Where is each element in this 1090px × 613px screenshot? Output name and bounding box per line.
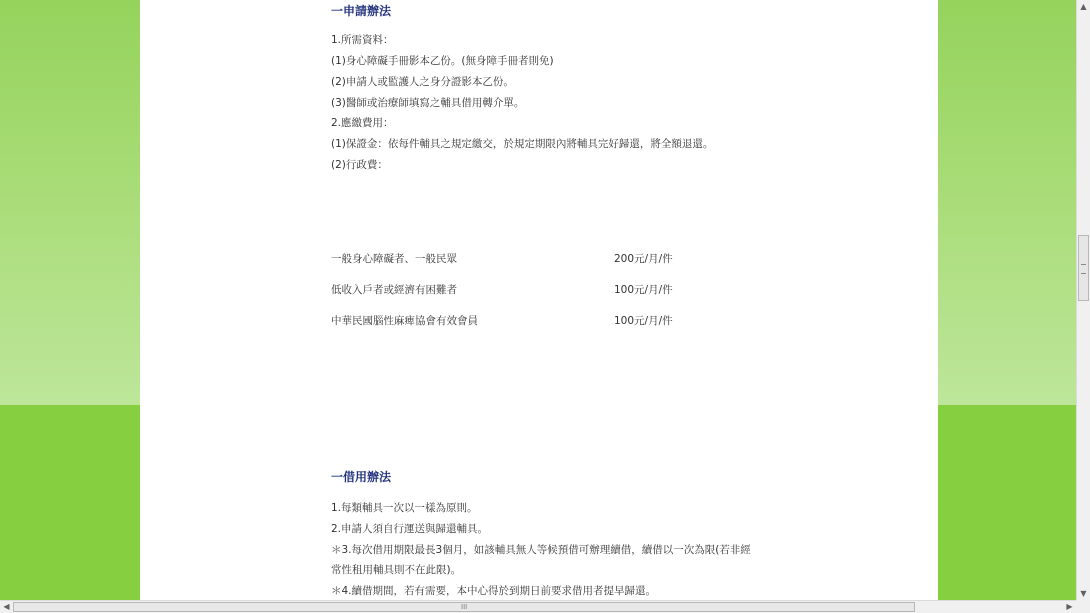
grip-icon bbox=[1081, 264, 1086, 274]
borrow-line-3: ＊3.每次借用期限最長3個月，如該輔具無人等候預借可辦理續借，續借以一次為限(若非經 bbox=[331, 544, 751, 556]
section-heading-apply: 一申請辦法 bbox=[331, 4, 392, 18]
apply-line-6: (1)保證金：依每件輔具之規定繳交，於規定期限內將輔具完好歸還，將全額退還。 bbox=[331, 138, 714, 150]
fee-value: 100元/月/件 bbox=[614, 284, 673, 296]
borrow-line-1: 1.每類輔具一次以一樣為原則。 bbox=[331, 502, 478, 514]
fee-value: 200元/月/件 bbox=[614, 253, 673, 265]
scroll-left-icon[interactable]: ◀ bbox=[3, 602, 10, 611]
scroll-up-icon[interactable]: ▲ bbox=[1080, 2, 1087, 11]
scrollbar-corner bbox=[1076, 600, 1090, 613]
section-heading-borrow: 一借用辦法 bbox=[331, 470, 392, 484]
page-content-area bbox=[140, 0, 938, 600]
vertical-scroll-thumb[interactable] bbox=[1078, 235, 1089, 301]
apply-line-2: (1)身心障礙手冊影本乙份。(無身障手冊者則免) bbox=[331, 55, 554, 67]
scroll-down-icon[interactable]: ▼ bbox=[1080, 589, 1087, 598]
borrow-line-4: 常性租用輔具則不在此限)。 bbox=[331, 564, 462, 576]
vertical-scrollbar[interactable] bbox=[1076, 0, 1090, 600]
fee-label: 一般身心障礙者、一般民眾 bbox=[331, 253, 457, 265]
apply-line-3: (2)申請人或監護人之身分證影本乙份。 bbox=[331, 76, 514, 88]
horizontal-scroll-thumb[interactable] bbox=[13, 602, 915, 612]
fee-label: 中華民國腦性麻痺協會有效會員 bbox=[331, 315, 478, 327]
apply-line-4: (3)醫師或治療師填寫之輔具借用轉介單。 bbox=[331, 97, 525, 109]
apply-line-5: 2.應繳費用： bbox=[331, 117, 394, 129]
borrow-line-2: 2.申請人須自行運送與歸還輔具。 bbox=[331, 523, 489, 535]
apply-line-7: (2)行政費： bbox=[331, 159, 388, 171]
grip-icon: III bbox=[461, 603, 468, 611]
fee-value: 100元/月/件 bbox=[614, 315, 673, 327]
horizontal-scrollbar[interactable] bbox=[0, 600, 1076, 613]
fee-label: 低收入戶者或經濟有困難者 bbox=[331, 284, 457, 296]
scroll-right-icon[interactable]: ▶ bbox=[1066, 602, 1073, 611]
borrow-line-5: ＊4.續借期間，若有需要，本中心得於到期日前要求借用者提早歸還。 bbox=[331, 585, 657, 597]
apply-line-1: 1.所需資料： bbox=[331, 34, 394, 46]
